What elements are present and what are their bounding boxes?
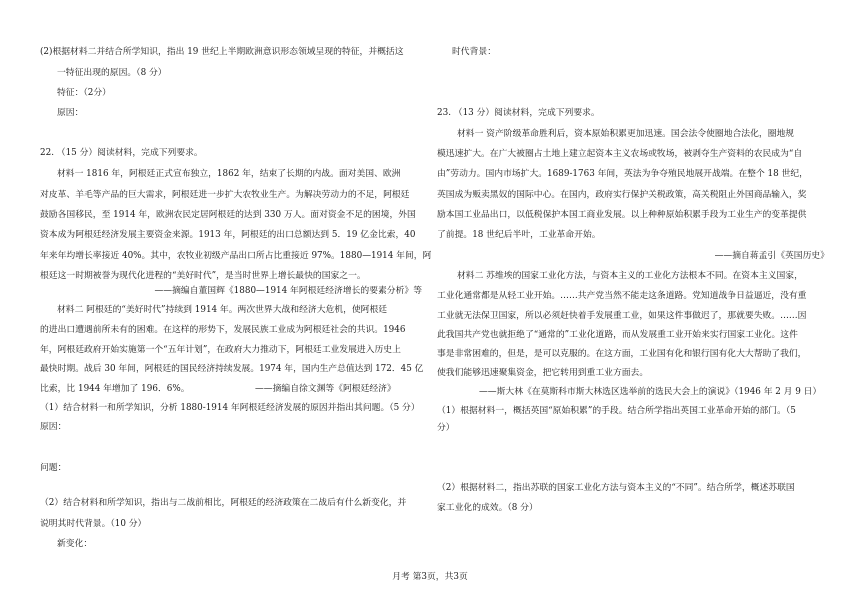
q22-header: 22. （15 分）阅读材料，完成下列要求。 <box>40 148 203 158</box>
q23-m1-line: 模迅速扩大。在广大被圈占土地上建立起资本主义农场或牧场，被剥夺生产资料的农民成为“自 <box>437 149 803 159</box>
q23-m1-line: 励本国工业品出口，以低税保护本国工商业发展。以上种种原始积累手段为工业生产的变革提供 <box>437 210 807 220</box>
q22-m2-line: 年，阿根廷政府开始实施第一个“五年计划”，在政府大力推动下，阿根廷工业发展进入历史上 <box>40 345 401 355</box>
q22-2-prompt-line1: （2）结合材料和所学知识，指出与二战前相比，阿根廷的经济政策在二战后有什么新变化，并 <box>40 498 407 508</box>
q23-m2-line: 事是非常困难的，但是，是可以克服的。在这方面，工业国有化和银行国有化大大帮助了我们， <box>437 349 807 359</box>
q22-1-reason-label: 原因： <box>40 422 67 432</box>
q22-m2-source: ——摘编自徐文渊等《阿根廷经济》 <box>255 384 396 394</box>
q23-m2-line: 此我国共产党也就拒绝了“通常的”工业化道路，而从发展重工业开始来实行国家工业化。这件 <box>437 330 798 340</box>
q21-2-reason-label: 原因： <box>57 108 84 118</box>
q23-header: 23. （13 分）阅读材料，完成下列要求。 <box>437 108 600 118</box>
q22-m2-line: 最快时期。战后 30 年间，阿根廷的国民经济持续发展。1974 年，国内生产总值达到 172．45 亿 <box>40 364 424 374</box>
q23-1-prompt-line2: 分） <box>437 423 455 433</box>
q23-m2-source: ——斯大林《在莫斯科市斯大林选区选举前的选民大会上的演说》（1946 年 2 月 9 日） <box>479 387 822 397</box>
page-footer: 月考 第3页，共3页 <box>392 572 468 582</box>
q22-2-background-label: 时代背景： <box>452 47 496 57</box>
q22-1-prompt: （1）结合材料一和所学知识，分析 1880-1914 年阿根廷经济发展的原因并指出其问题。（5 分） <box>40 403 420 413</box>
q22-m2-line: 材料二 阿根廷的“美好时代”持续到 1914 年。两次世界大战和经济大危机，使阿根廷 <box>57 305 388 315</box>
q22-m1-line: 根廷这一时期被誉为现代化进程的“美好时代”，是当时世界上增长最快的国家之一。 <box>40 271 366 281</box>
q23-m2-line: 工业就无法保卫国家，所以必须赶快着手发展重工业，如果这件事做迟了，那就要失败。……因 <box>437 311 807 321</box>
q22-m2-line: 比索，比 1944 年增加了 196．6%。 <box>40 384 190 394</box>
q23-m2-line: 使我们能够迅速聚集资金，把它转用到重工业方面去。 <box>437 368 649 378</box>
q23-2-prompt-line1: （2）根据材料二，指出苏联的国家工业化方法与资本主义的“不同”。结合所学，概述苏联国 <box>437 483 795 493</box>
q21-2-feature-label: 特征：（2分） <box>57 88 111 98</box>
q22-m1-line: 对皮革、羊毛等产品的巨大需求，阿根廷进一步扩大农牧业生产。为解决劳动力的不足，阿根廷 <box>40 190 410 200</box>
q22-2-prompt-line2: 说明其时代背景。（10 分） <box>40 519 147 529</box>
q21-2-prompt-line1: (2)根据材料二并结合所学知识，指出 19 世纪上半期欧洲意识形态领域呈现的特征，并概括这 <box>40 47 404 57</box>
q22-1-problem-label: 问题： <box>40 463 67 473</box>
q23-m1-line: 材料一 资产阶级革命胜利后，资本原始积累更加迅速。国会法令使圈地合法化，圈地规 <box>457 129 795 139</box>
q21-2-prompt-line2: 一特征出现的原因。（8 分） <box>57 68 167 78</box>
q22-2-change-label: 新变化： <box>57 539 93 549</box>
q22-m1-line: 材料一 1816 年，阿根廷正式宣布独立，1862 年，结束了长期的内战。面对美国、欧洲 <box>57 169 401 179</box>
q23-m1-line: 由”劳动力。国内市场扩大。1689-1763 年间，英法为争夺殖民地展开战端。在整个 18 世纪， <box>437 169 808 179</box>
q22-m2-line: 的进出口遭遇前所未有的困难。在这样的形势下，发展民族工业成为阿根廷社会的共识。1946 <box>40 325 406 335</box>
q23-2-prompt-line2: 家工业化的成效。（8 分） <box>437 503 538 513</box>
q22-m1-line: 鼓励各国移民，至 1914 年，欧洲农民定居阿根廷的达到 330 万人。面对资金不足的困境，外国 <box>40 210 416 220</box>
q23-m2-line: 工业化通常都是从轻工业开始。……共产党当然不能走这条道路。党知道战争日益逼近，没有重 <box>437 291 807 301</box>
q22-m1-line: 资本成为阿根廷经济发展主要资金来源。1913 年，阿根廷的出口总额达到 5．19 亿金比索，40 <box>40 230 416 240</box>
q22-m1-source: ——摘编自董国辉《1880—1914 年阿根廷经济增长的要素分析》等 <box>154 286 422 296</box>
q23-m1-source: ——摘自蒋孟引《英国历史》 <box>714 251 829 261</box>
q23-m1-line: 英国成为贩卖黑奴的国际中心。在国内，政府实行保护关税政策，高关税阻止外国商品输入，奖 <box>437 190 807 200</box>
q23-m2-line: 材料二 苏维埃的国家工业化方法，与资本主义的工业化方法根本不同。在资本主义国家， <box>457 271 803 281</box>
q22-m1-line: 年来年均增长率接近 40%。其中，农牧业初级产品出口所占比重接近 97%。1880—1914 年间，阿 <box>40 251 432 261</box>
q23-m1-line: 了前提。18 世纪后半叶，工业革命开始。 <box>437 230 601 240</box>
q23-1-prompt-line1: （1）根据材料一，概括英国“原始积累”的手段。结合所学指出英国工业革命开始的部门。（5 <box>437 406 796 416</box>
